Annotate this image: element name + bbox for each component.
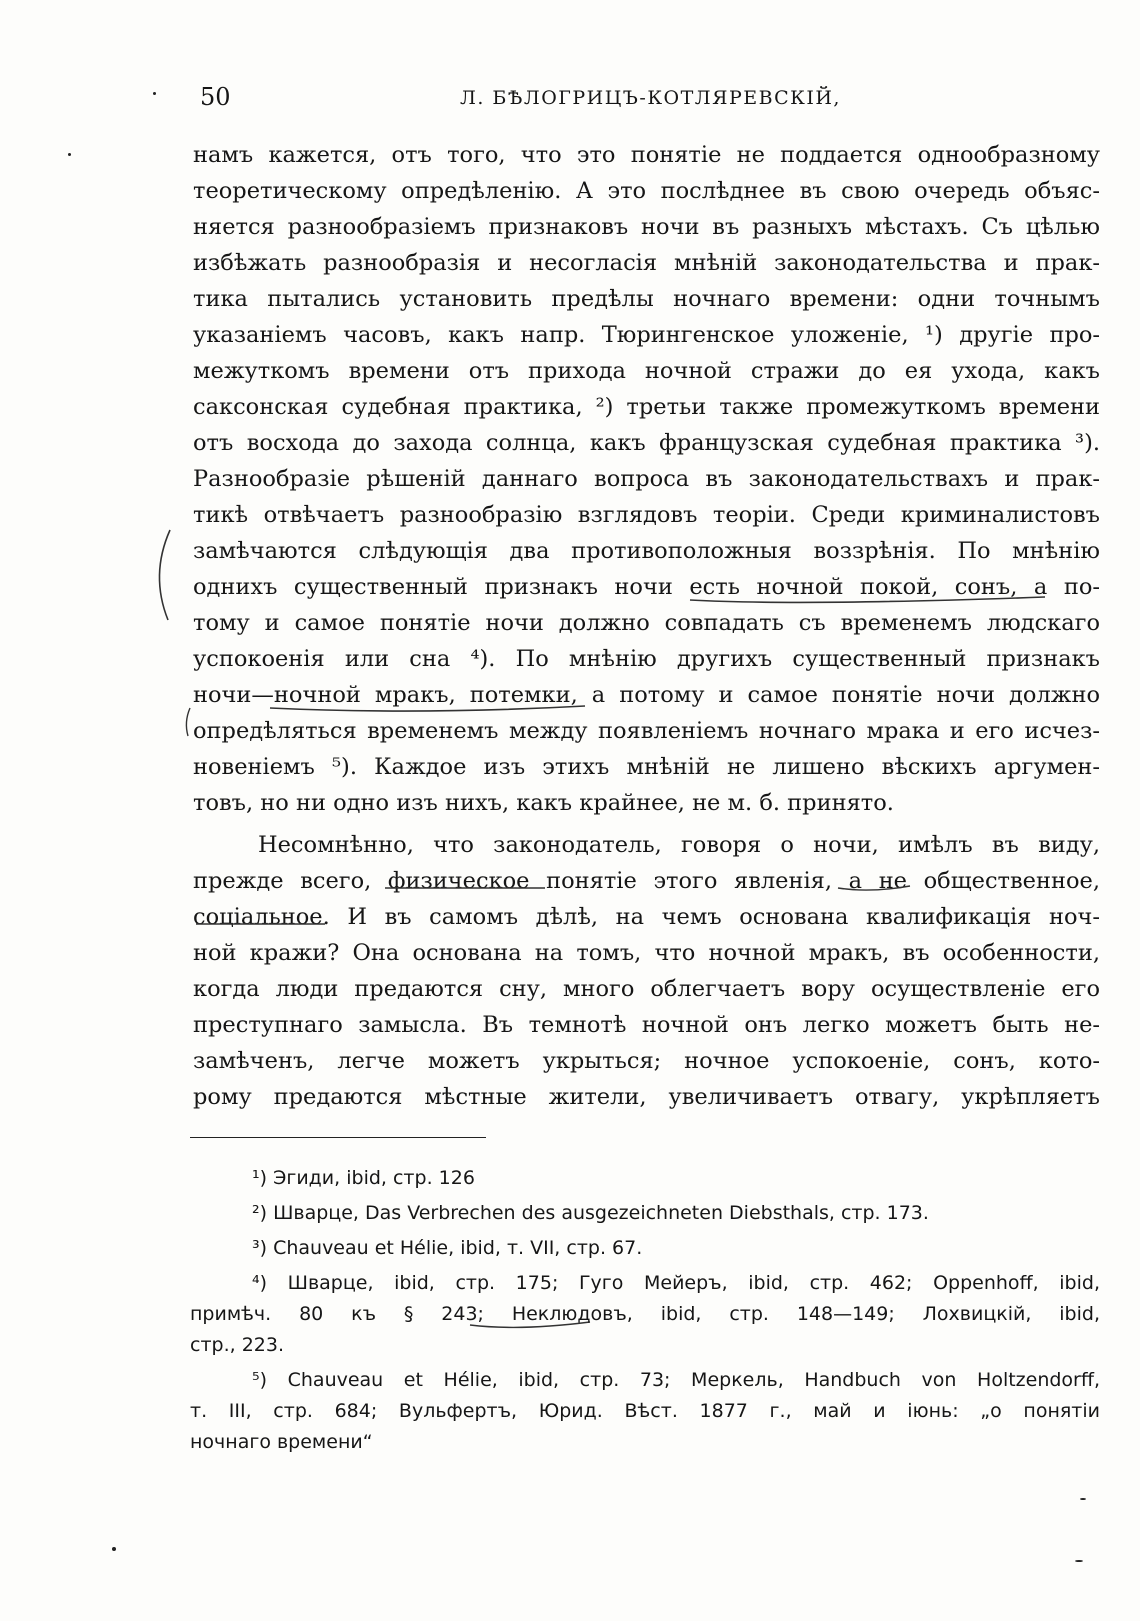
text-line: няется разнообразіемъ признаковъ ночи въ разныхъ мѣстахъ. Съ цѣлью [193,214,1100,240]
underline-mark [270,706,585,711]
margin-bracket-mark [186,708,190,736]
text-line: замѣчаются слѣдующія два противоположныя воззрѣнія. По мнѣнію [193,538,1100,564]
footnote-line: ⁴) Шварце, ibid, стр. 175; Гуго Мейеръ, ibid, стр. 462; Oppenhoff, ibid, [252,1272,1100,1294]
text-line: тикѣ отвѣчаетъ разнообразію взглядовъ теоріи. Среди криминалистовъ [193,502,1100,528]
text-line: прежде всего, физическое понятіе этого явленія, а не общественное, [193,868,1100,894]
text-line: когда люди предаются сну, много облегчаетъ вору осуществленіе его [193,976,1100,1002]
text-line: указаніемъ часовъ, какъ напр. Тюрингенское уложеніе, ¹) другіе про- [193,322,1100,348]
text-line: отъ восхода до захода солнца, какъ французская судебная практика ³). [193,430,1100,456]
footnote-line: ²) Шварце, Das Verbrechen des ausgezeichneten Diebsthals, стр. 173. [252,1202,929,1224]
underline-mark [690,597,1045,602]
text-line: преступнаго замысла. Въ темнотѣ ночной онъ легко можетъ быть не- [193,1012,1100,1038]
scan-speck [68,153,71,156]
page-number: 50 [200,83,231,111]
footnote-line: ³) Chauveau et Hélie, ibid, т. VII, стр. 67. [252,1237,643,1259]
footnote-line: ночнаго времени“ [190,1431,373,1453]
text-line: Несомнѣнно, что законодатель, говоря о ночи, имѣлъ въ виду, [258,832,1100,858]
text-line: опредѣляться временемъ между появленіемъ ночнаго мрака и его исчез- [193,718,1100,744]
text-line: саксонская судебная практика, ²) третьи также промежуткомъ времени [193,394,1100,420]
text-line: ночи—ночной мракъ, потемки, а потому и самое понятіе ночи должно [193,682,1100,708]
text-line: теоретическому опредѣленію. А это послѣднее въ свою очередь объяс- [193,178,1100,204]
footnote-divider [190,1137,486,1138]
text-line: замѣченъ, легче можетъ укрыться; ночное успокоеніе, сонъ, кото- [193,1048,1100,1074]
text-line: межуткомъ времени отъ прихода ночной стражи до ея ухода, какъ [193,358,1100,384]
scan-speck [1080,1498,1086,1500]
scan-speck [112,1547,116,1551]
text-line: рому предаются мѣстные жители, увеличиваетъ отвагу, укрѣпляетъ [193,1084,1100,1110]
margin-bracket-mark [159,530,170,620]
footnote-line: ¹) Эгиди, ibid, стр. 126 [252,1167,475,1189]
underline-mark [838,886,910,890]
running-title: Л. БѢЛОГРИЦЪ-КОТЛЯРЕВСКІЙ, [460,87,841,109]
footnote-line: стр., 223. [190,1334,284,1356]
text-line: товъ, но ни одно изъ нихъ, какъ крайнее, не м. б. принято. [193,790,894,816]
text-line: соціальное. И въ самомъ дѣлѣ, на чемъ основана квалификація ноч- [193,904,1100,930]
text-line: успокоенія или сна ⁴). По мнѣнію другихъ существенный признакъ [193,646,1100,672]
text-line: тому и самое понятіе ночи должно совпадать съ временемъ людскаго [193,610,1100,636]
text-line: Разнообразіе рѣшеній даннаго вопроса въ законодательствахъ и прак- [193,466,1100,492]
footnote-line: примѣч. 80 къ § 243; Неклюдовъ, ibid, стр. 148—149; Лохвицкій, ibid, [190,1303,1100,1325]
scan-speck [1075,1560,1083,1562]
text-line: ной кражи? Она основана на томъ, что ночной мракъ, въ особенности, [193,940,1100,966]
text-line: однихъ существенный признакъ ночи есть ночной покой, сонъ, а по- [193,574,1100,600]
text-line: тика пытались установить предѣлы ночнаго времени: одни точнымъ [193,286,1100,312]
footnote-line: т. III, стр. 684; Вульфертъ, Юрид. Вѣст. 1877 г., май и іюнь: „о понятіи [190,1400,1100,1422]
text-line: намъ кажется, отъ того, что это понятіе не поддается однообразному [193,142,1100,168]
text-line: избѣжать разнообразія и несогласія мнѣній законодательства и прак- [193,250,1100,276]
footnote-line: ⁵) Chauveau et Hélie, ibid, стр. 73; Меркель, Handbuch von Holtzendorff, [252,1369,1100,1391]
scan-speck [153,92,156,95]
text-line: новеніемъ ⁵). Каждое изъ этихъ мнѣній не лишено вѣскихъ аргумен- [193,754,1100,780]
